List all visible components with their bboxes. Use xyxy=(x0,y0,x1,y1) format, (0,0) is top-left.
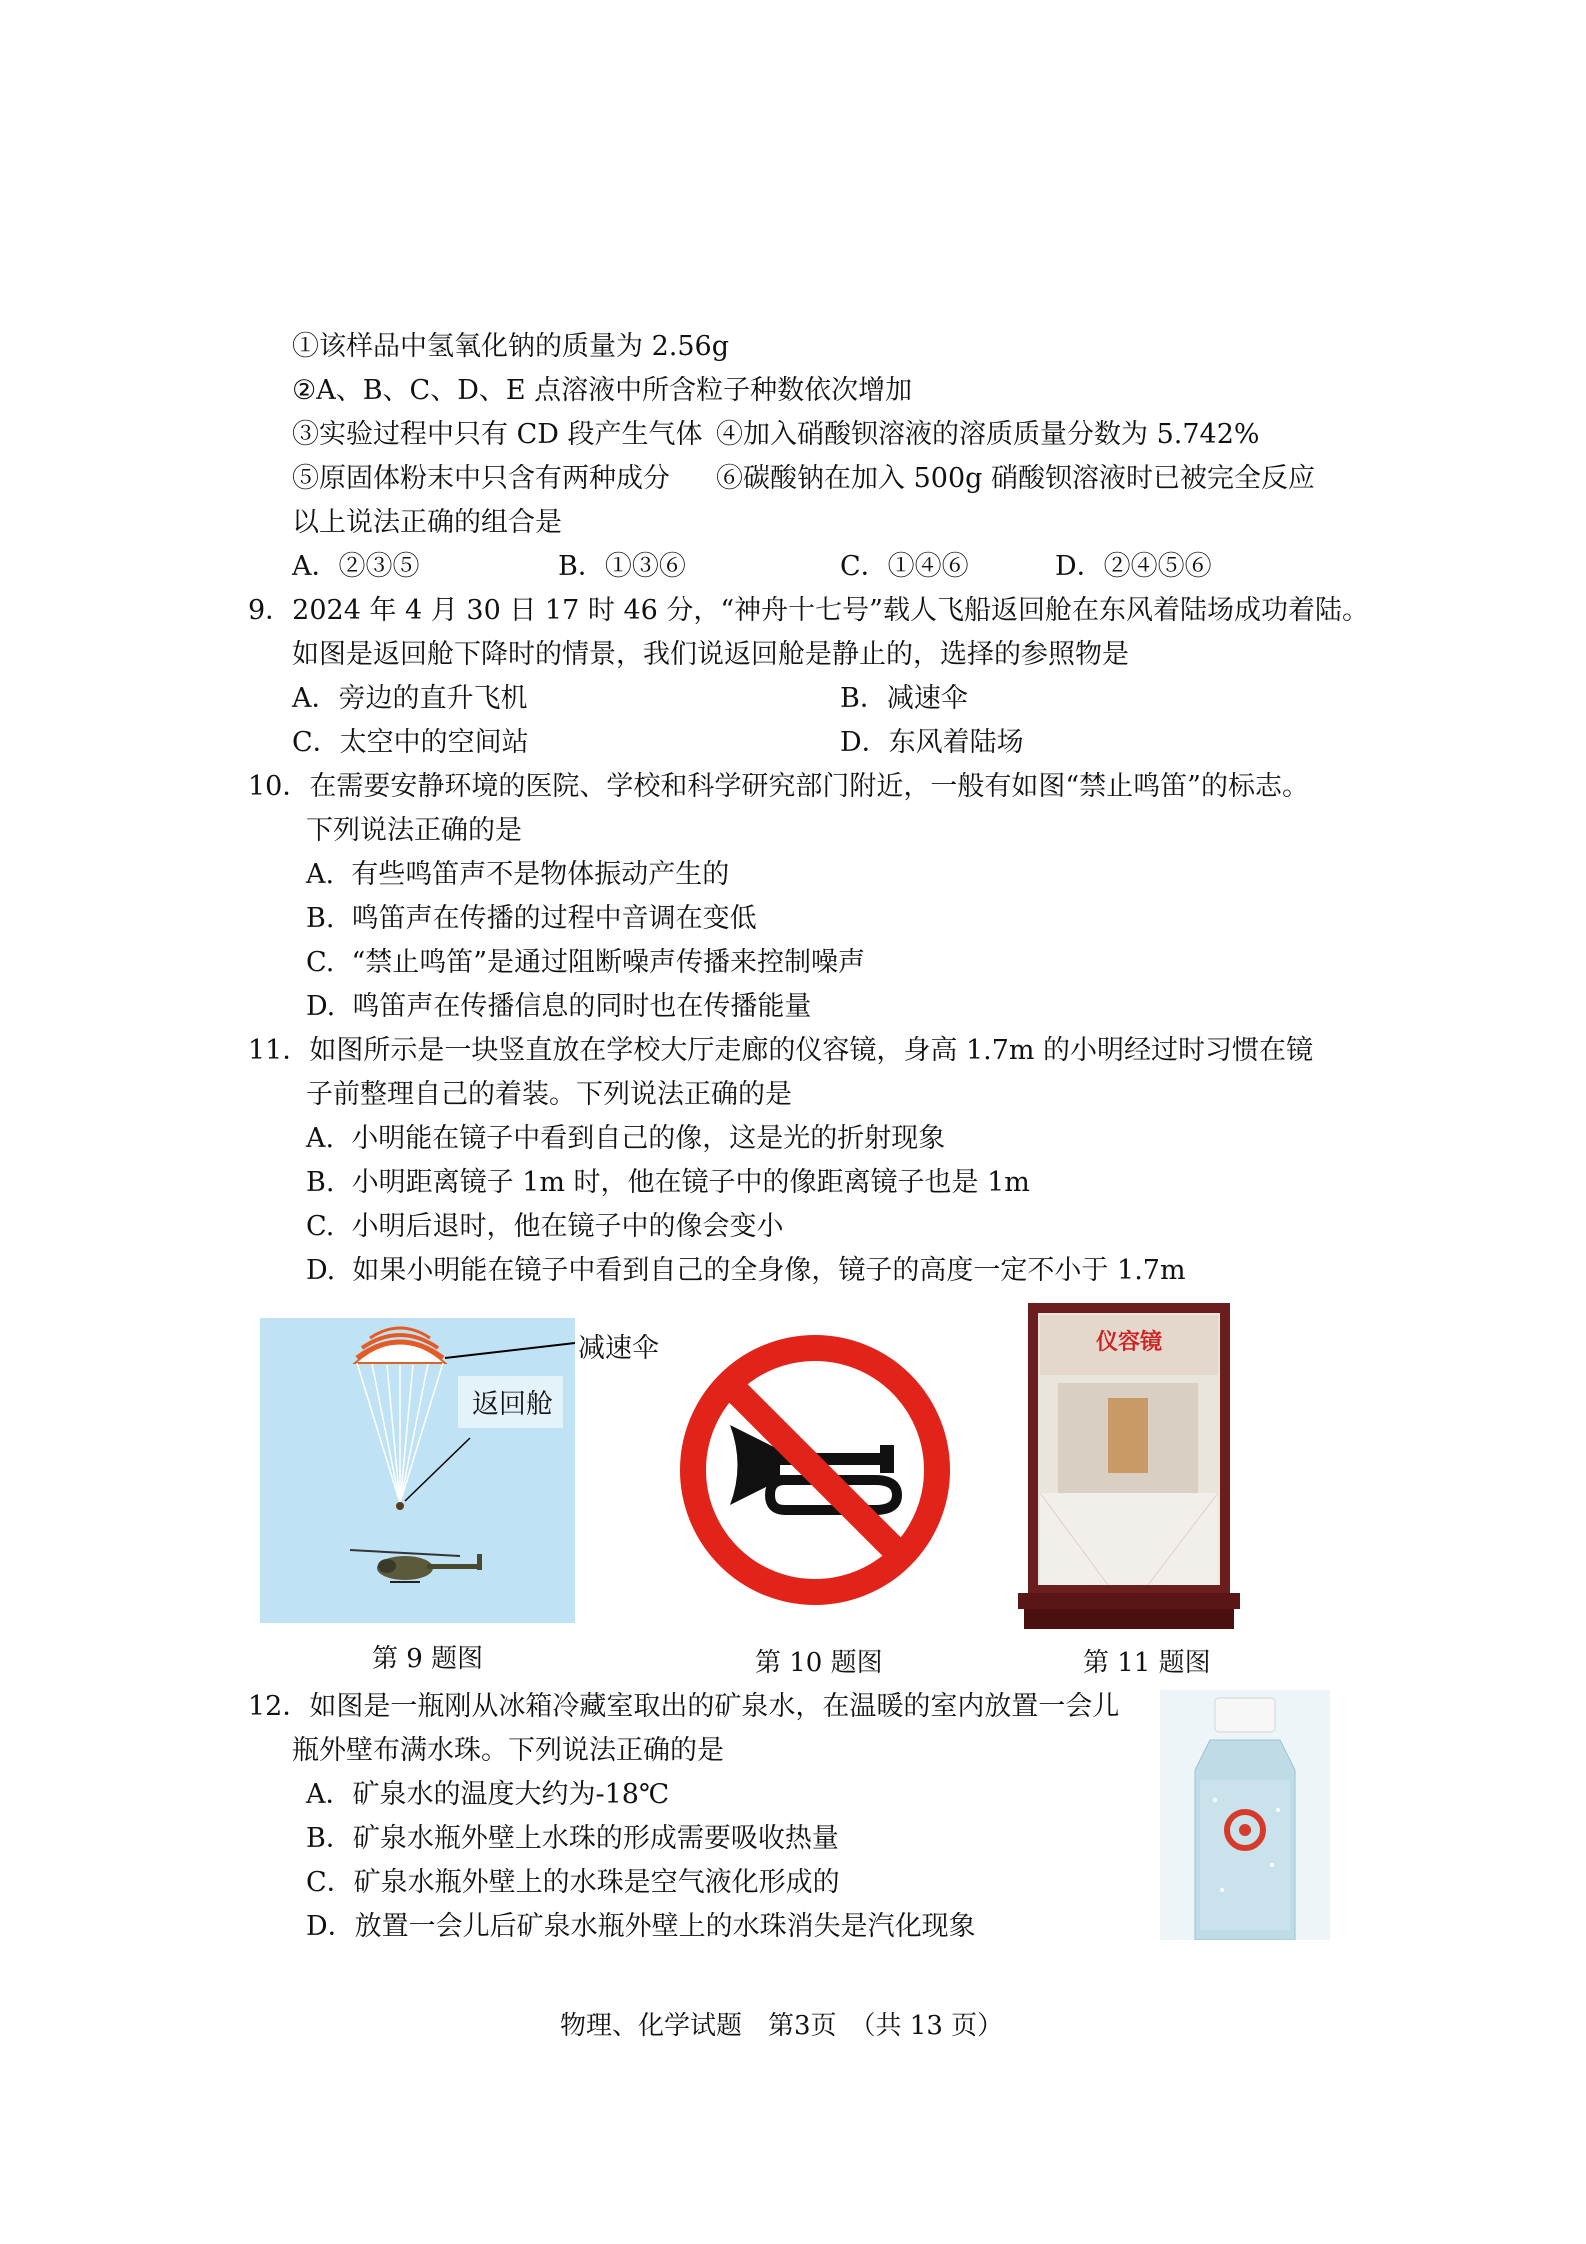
q11-option-b: B. 小明距离镜子 1m 时，他在镜子中的像距离镜子也是 1m xyxy=(306,1167,1030,1198)
q11-option-a: A. 小明能在镜子中看到自己的像，这是光的折射现象 xyxy=(306,1123,946,1154)
figure-10-no-honking-sign xyxy=(675,1330,955,1610)
figure-10-caption: 第 10 题图 xyxy=(755,1648,883,1678)
q12-option-d: D．放置一会儿后矿泉水瓶外壁上的水珠消失是汽化现象 xyxy=(306,1911,976,1942)
q8-statement-5: ⑤原固体粉末中只含有两种成分 xyxy=(292,463,670,494)
q10-option-c: C. “禁止鸣笛”是通过阻断噪声传播来控制噪声 xyxy=(306,947,866,978)
figure-11-mirror xyxy=(1018,1303,1240,1633)
q9-stem-line2: 如图是返回舱下降时的情景，我们说返回舱是静止的，选择的参照物是 xyxy=(292,639,1129,670)
figure-9-caption: 第 9 题图 xyxy=(372,1644,484,1674)
q12-option-b: B．矿泉水瓶外壁上水珠的形成需要吸收热量 xyxy=(306,1823,839,1854)
q11-option-c: C. 小明后退时，他在镜子中的像会变小 xyxy=(306,1211,784,1242)
figure-12-water-bottle xyxy=(1160,1690,1330,1940)
parachute-label: 减速伞 xyxy=(578,1333,659,1364)
q11-stem-line2: 子前整理自己的着装。下列说法正确的是 xyxy=(306,1079,792,1110)
q8-prompt: 以上说法正确的组合是 xyxy=(292,507,562,538)
q8-option-b: B．①③⑥ xyxy=(558,551,686,582)
q10-option-b: B. 鸣笛声在传播的过程中音调在变低 xyxy=(306,903,757,934)
q10-option-a: A. 有些鸣笛声不是物体振动产生的 xyxy=(306,859,730,890)
q8-statement-6: ⑥碳酸钠在加入 500g 硝酸钡溶液时已被完全反应 xyxy=(716,463,1315,494)
q9-stem-line1: 9．2024 年 4 月 30 日 17 时 46 分，“神舟十七号”载人飞船返回舱在东风着陆场成功着陆。 xyxy=(248,595,1369,626)
q12-option-c: C．矿泉水瓶外壁上的水珠是空气液化形成的 xyxy=(306,1867,840,1898)
figure-9-parachute xyxy=(260,1318,575,1623)
mirror-label: 仪容镜 xyxy=(1096,1329,1163,1355)
q9-option-a: A．旁边的直升飞机 xyxy=(292,683,528,714)
q8-option-d: D．②④⑤⑥ xyxy=(1055,551,1212,582)
q8-option-a: A．②③⑤ xyxy=(292,551,420,582)
q10-stem-line2: 下列说法正确的是 xyxy=(306,815,522,846)
q10-stem-line1: 10．在需要安静环境的医院、学校和科学研究部门附近，一般有如图“禁止鸣笛”的标志。 xyxy=(248,771,1309,802)
q9-option-b: B．减速伞 xyxy=(840,683,968,714)
q10-option-d: D. 鸣笛声在传播信息的同时也在传播能量 xyxy=(306,991,812,1022)
q8-statement-2: ②A、B、C、D、E 点溶液中所含粒子种数依次增加 xyxy=(292,375,913,406)
figure-11-caption: 第 11 题图 xyxy=(1083,1648,1211,1678)
page-footer: 物理、化学试题 第3页 （共 13 页） xyxy=(560,2011,1004,2041)
q8-option-c: C．①④⑥ xyxy=(840,551,969,582)
q8-statement-1: ①该样品中氢氧化钠的质量为 2.56g xyxy=(292,331,729,362)
q12-stem-line1: 12．如图是一瓶刚从冰箱冷藏室取出的矿泉水，在温暖的室内放置一会儿 xyxy=(248,1691,1120,1722)
q11-stem-line1: 11．如图所示是一块竖直放在学校大厅走廊的仪容镜，身高 1.7m 的小明经过时习惯在镜 xyxy=(248,1035,1314,1066)
q8-statement-3: ③实验过程中只有 CD 段产生气体 xyxy=(292,419,703,450)
q9-option-c: C．太空中的空间站 xyxy=(292,727,529,758)
capsule-label: 返回舱 xyxy=(472,1389,553,1420)
q12-stem-line2: 瓶外壁布满水珠。下列说法正确的是 xyxy=(292,1735,724,1766)
q8-statement-4: ④加入硝酸钡溶液的溶质质量分数为 5.742% xyxy=(716,419,1260,450)
q9-option-d: D．东风着陆场 xyxy=(840,727,1024,758)
q11-option-d: D. 如果小明能在镜子中看到自己的全身像，镜子的高度一定不小于 1.7m xyxy=(306,1255,1186,1286)
q12-option-a: A．矿泉水的温度大约为-18℃ xyxy=(306,1779,670,1810)
